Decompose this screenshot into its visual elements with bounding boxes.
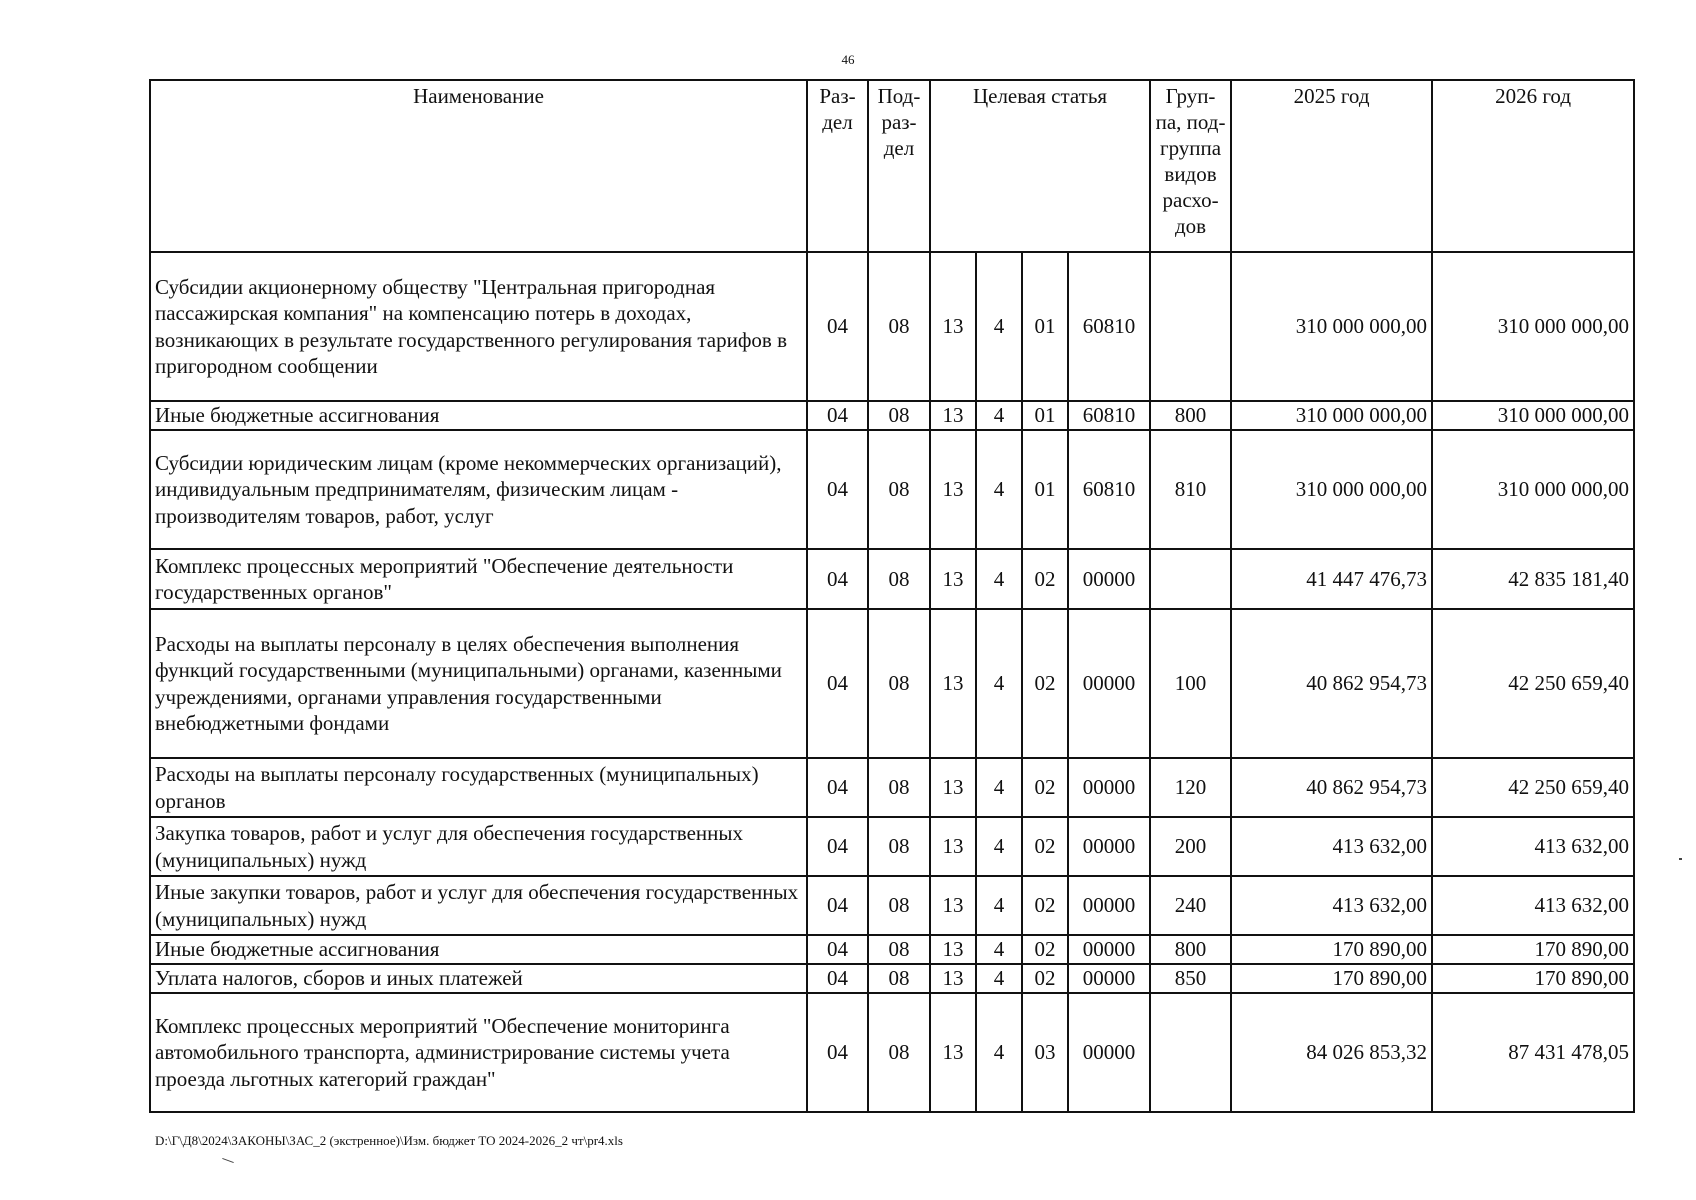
row-name: Иные закупки товаров, работ и услуг для обеспечения государственных (муниципальных) нужд	[150, 876, 807, 935]
row-podrazdel: 08	[868, 549, 930, 609]
row-name: Уплата налогов, сборов и иных платежей	[150, 964, 807, 993]
row-target-program: 13	[930, 935, 976, 964]
row-target-type: 4	[976, 964, 1022, 993]
row-target-program: 13	[930, 252, 976, 401]
row-target-program: 13	[930, 817, 976, 876]
header-razdel: Раз- дел	[807, 80, 868, 252]
row-razdel: 04	[807, 758, 868, 817]
row-target-complex: 01	[1022, 401, 1068, 430]
row-target-direction: 60810	[1068, 252, 1150, 401]
row-expense-group: 200	[1150, 817, 1231, 876]
row-target-direction: 00000	[1068, 549, 1150, 609]
table-header-row	[150, 80, 1634, 252]
row-amount-2025: 310 000 000,00	[1231, 401, 1432, 430]
header-year-2025: 2025 год	[1231, 80, 1432, 252]
row-podrazdel: 08	[868, 993, 930, 1112]
row-name: Расходы на выплаты персоналу в целях обеспечения выполнения функций государственными (муниципальными) органами, казенными учреждениями, органами управления государственными внебюджетными фондами	[150, 609, 807, 758]
row-target-type: 4	[976, 401, 1022, 430]
row-razdel: 04	[807, 430, 868, 549]
row-target-direction: 00000	[1068, 993, 1150, 1112]
row-podrazdel: 08	[868, 758, 930, 817]
row-target-program: 13	[930, 609, 976, 758]
row-amount-2025: 41 447 476,73	[1231, 549, 1432, 609]
row-target-type: 4	[976, 935, 1022, 964]
header-target-article: Целевая статья	[930, 80, 1150, 252]
row-name: Иные бюджетные ассигнования	[150, 401, 807, 430]
row-expense-group	[1150, 252, 1231, 401]
row-target-complex: 02	[1022, 964, 1068, 993]
row-expense-group: 850	[1150, 964, 1231, 993]
row-target-type: 4	[976, 876, 1022, 935]
row-target-type: 4	[976, 609, 1022, 758]
row-name: Расходы на выплаты персоналу государственных (муниципальных) органов	[150, 758, 807, 817]
row-target-direction: 00000	[1068, 964, 1150, 993]
row-razdel: 04	[807, 935, 868, 964]
row-podrazdel: 08	[868, 401, 930, 430]
table-row	[150, 758, 1634, 817]
table-row	[150, 430, 1634, 549]
header-expense-group: Груп- па, под- группа видов расхо- дов	[1150, 80, 1231, 252]
row-target-type: 4	[976, 817, 1022, 876]
row-target-complex: 01	[1022, 430, 1068, 549]
page-number: 46	[841, 52, 855, 67]
row-amount-2026: 170 890,00	[1432, 935, 1634, 964]
row-target-direction: 00000	[1068, 876, 1150, 935]
row-amount-2025: 170 890,00	[1231, 935, 1432, 964]
row-amount-2026: 42 250 659,40	[1432, 758, 1634, 817]
row-name: Субсидии акционерному обществу "Центральная пригородная пассажирская компания" на компенсацию потерь в доходах, возникающих в результате государственного регулирования тарифов в пригородном сообщении	[150, 252, 807, 401]
row-expense-group	[1150, 549, 1231, 609]
row-expense-group: 240	[1150, 876, 1231, 935]
row-razdel: 04	[807, 401, 868, 430]
row-target-type: 4	[976, 549, 1022, 609]
row-target-complex: 02	[1022, 609, 1068, 758]
row-razdel: 04	[807, 549, 868, 609]
row-target-complex: 02	[1022, 935, 1068, 964]
row-target-program: 13	[930, 964, 976, 993]
row-amount-2025: 310 000 000,00	[1231, 252, 1432, 401]
row-target-program: 13	[930, 401, 976, 430]
row-expense-group: 810	[1150, 430, 1231, 549]
row-expense-group: 100	[1150, 609, 1231, 758]
row-expense-group: 120	[1150, 758, 1231, 817]
row-amount-2026: 170 890,00	[1432, 964, 1634, 993]
table-row	[150, 993, 1634, 1112]
row-target-direction: 00000	[1068, 935, 1150, 964]
row-amount-2026: 42 250 659,40	[1432, 609, 1634, 758]
row-razdel: 04	[807, 964, 868, 993]
row-amount-2026: 310 000 000,00	[1432, 401, 1634, 430]
row-name: Иные бюджетные ассигнования	[150, 935, 807, 964]
row-expense-group: 800	[1150, 935, 1231, 964]
row-target-type: 4	[976, 252, 1022, 401]
row-target-type: 4	[976, 758, 1022, 817]
row-target-complex: 02	[1022, 817, 1068, 876]
row-amount-2026: 87 431 478,05	[1432, 993, 1634, 1112]
row-podrazdel: 08	[868, 817, 930, 876]
row-target-complex: 02	[1022, 758, 1068, 817]
row-target-program: 13	[930, 758, 976, 817]
row-target-complex: 02	[1022, 549, 1068, 609]
table-row	[150, 876, 1634, 935]
row-target-program: 13	[930, 549, 976, 609]
row-razdel: 04	[807, 876, 868, 935]
row-podrazdel: 08	[868, 430, 930, 549]
row-amount-2026: 413 632,00	[1432, 876, 1634, 935]
row-podrazdel: 08	[868, 609, 930, 758]
row-razdel: 04	[807, 252, 868, 401]
row-podrazdel: 08	[868, 252, 930, 401]
table-row	[150, 609, 1634, 758]
row-name: Закупка товаров, работ и услуг для обеспечения государственных (муниципальных) нужд	[150, 817, 807, 876]
table-body	[150, 252, 1634, 1112]
row-amount-2025: 413 632,00	[1231, 817, 1432, 876]
row-target-direction: 00000	[1068, 609, 1150, 758]
row-razdel: 04	[807, 817, 868, 876]
row-target-direction: 60810	[1068, 430, 1150, 549]
row-amount-2026: 310 000 000,00	[1432, 430, 1634, 549]
row-target-program: 13	[930, 876, 976, 935]
row-podrazdel: 08	[868, 935, 930, 964]
row-target-direction: 00000	[1068, 817, 1150, 876]
row-amount-2025: 170 890,00	[1231, 964, 1432, 993]
row-amount-2025: 40 862 954,73	[1231, 609, 1432, 758]
row-amount-2026: 413 632,00	[1432, 817, 1634, 876]
row-amount-2026: 42 835 181,40	[1432, 549, 1634, 609]
row-amount-2026: 310 000 000,00	[1432, 252, 1634, 401]
table-row	[150, 549, 1634, 609]
row-amount-2025: 40 862 954,73	[1231, 758, 1432, 817]
row-podrazdel: 08	[868, 964, 930, 993]
row-podrazdel: 08	[868, 876, 930, 935]
row-expense-group: 800	[1150, 401, 1231, 430]
row-razdel: 04	[807, 993, 868, 1112]
scan-dot	[1679, 858, 1682, 860]
row-target-direction: 60810	[1068, 401, 1150, 430]
header-podrazdel: Под- раз- дел	[868, 80, 930, 252]
table-row	[150, 252, 1634, 401]
row-target-program: 13	[930, 993, 976, 1112]
row-target-program: 13	[930, 430, 976, 549]
row-target-complex: 03	[1022, 993, 1068, 1112]
table-row	[150, 935, 1634, 964]
row-target-complex: 02	[1022, 876, 1068, 935]
row-name: Комплекс процессных мероприятий "Обеспечение мониторинга автомобильного транспорта, администрирование системы учета проезда льготных категорий граждан"	[150, 993, 807, 1112]
row-target-direction: 00000	[1068, 758, 1150, 817]
header-year-2026: 2026 год	[1432, 80, 1634, 252]
row-target-type: 4	[976, 430, 1022, 549]
scan-tick	[222, 1158, 234, 1163]
budget-table	[149, 79, 1635, 1113]
header-name: Наименование	[150, 80, 807, 252]
row-razdel: 04	[807, 609, 868, 758]
row-amount-2025: 84 026 853,32	[1231, 993, 1432, 1112]
row-amount-2025: 310 000 000,00	[1231, 430, 1432, 549]
row-target-complex: 01	[1022, 252, 1068, 401]
row-amount-2025: 413 632,00	[1231, 876, 1432, 935]
table-row	[150, 817, 1634, 876]
file-path-footer: D:\Г\Д8\2024\ЗАКОНЫ\ЗАС_2 (экстренное)\Изм. бюджет ТО 2024-2026_2 чт\pr4.xls	[155, 1133, 623, 1148]
row-target-type: 4	[976, 993, 1022, 1112]
row-expense-group	[1150, 993, 1231, 1112]
table-row	[150, 401, 1634, 430]
row-name: Комплекс процессных мероприятий "Обеспечение деятельности государственных органов"	[150, 549, 807, 609]
row-name: Субсидии юридическим лицам (кроме некоммерческих организаций), индивидуальным предпринимателям, физическим лицам - производителям товаров, работ, услуг	[150, 430, 807, 549]
table-row	[150, 964, 1634, 993]
